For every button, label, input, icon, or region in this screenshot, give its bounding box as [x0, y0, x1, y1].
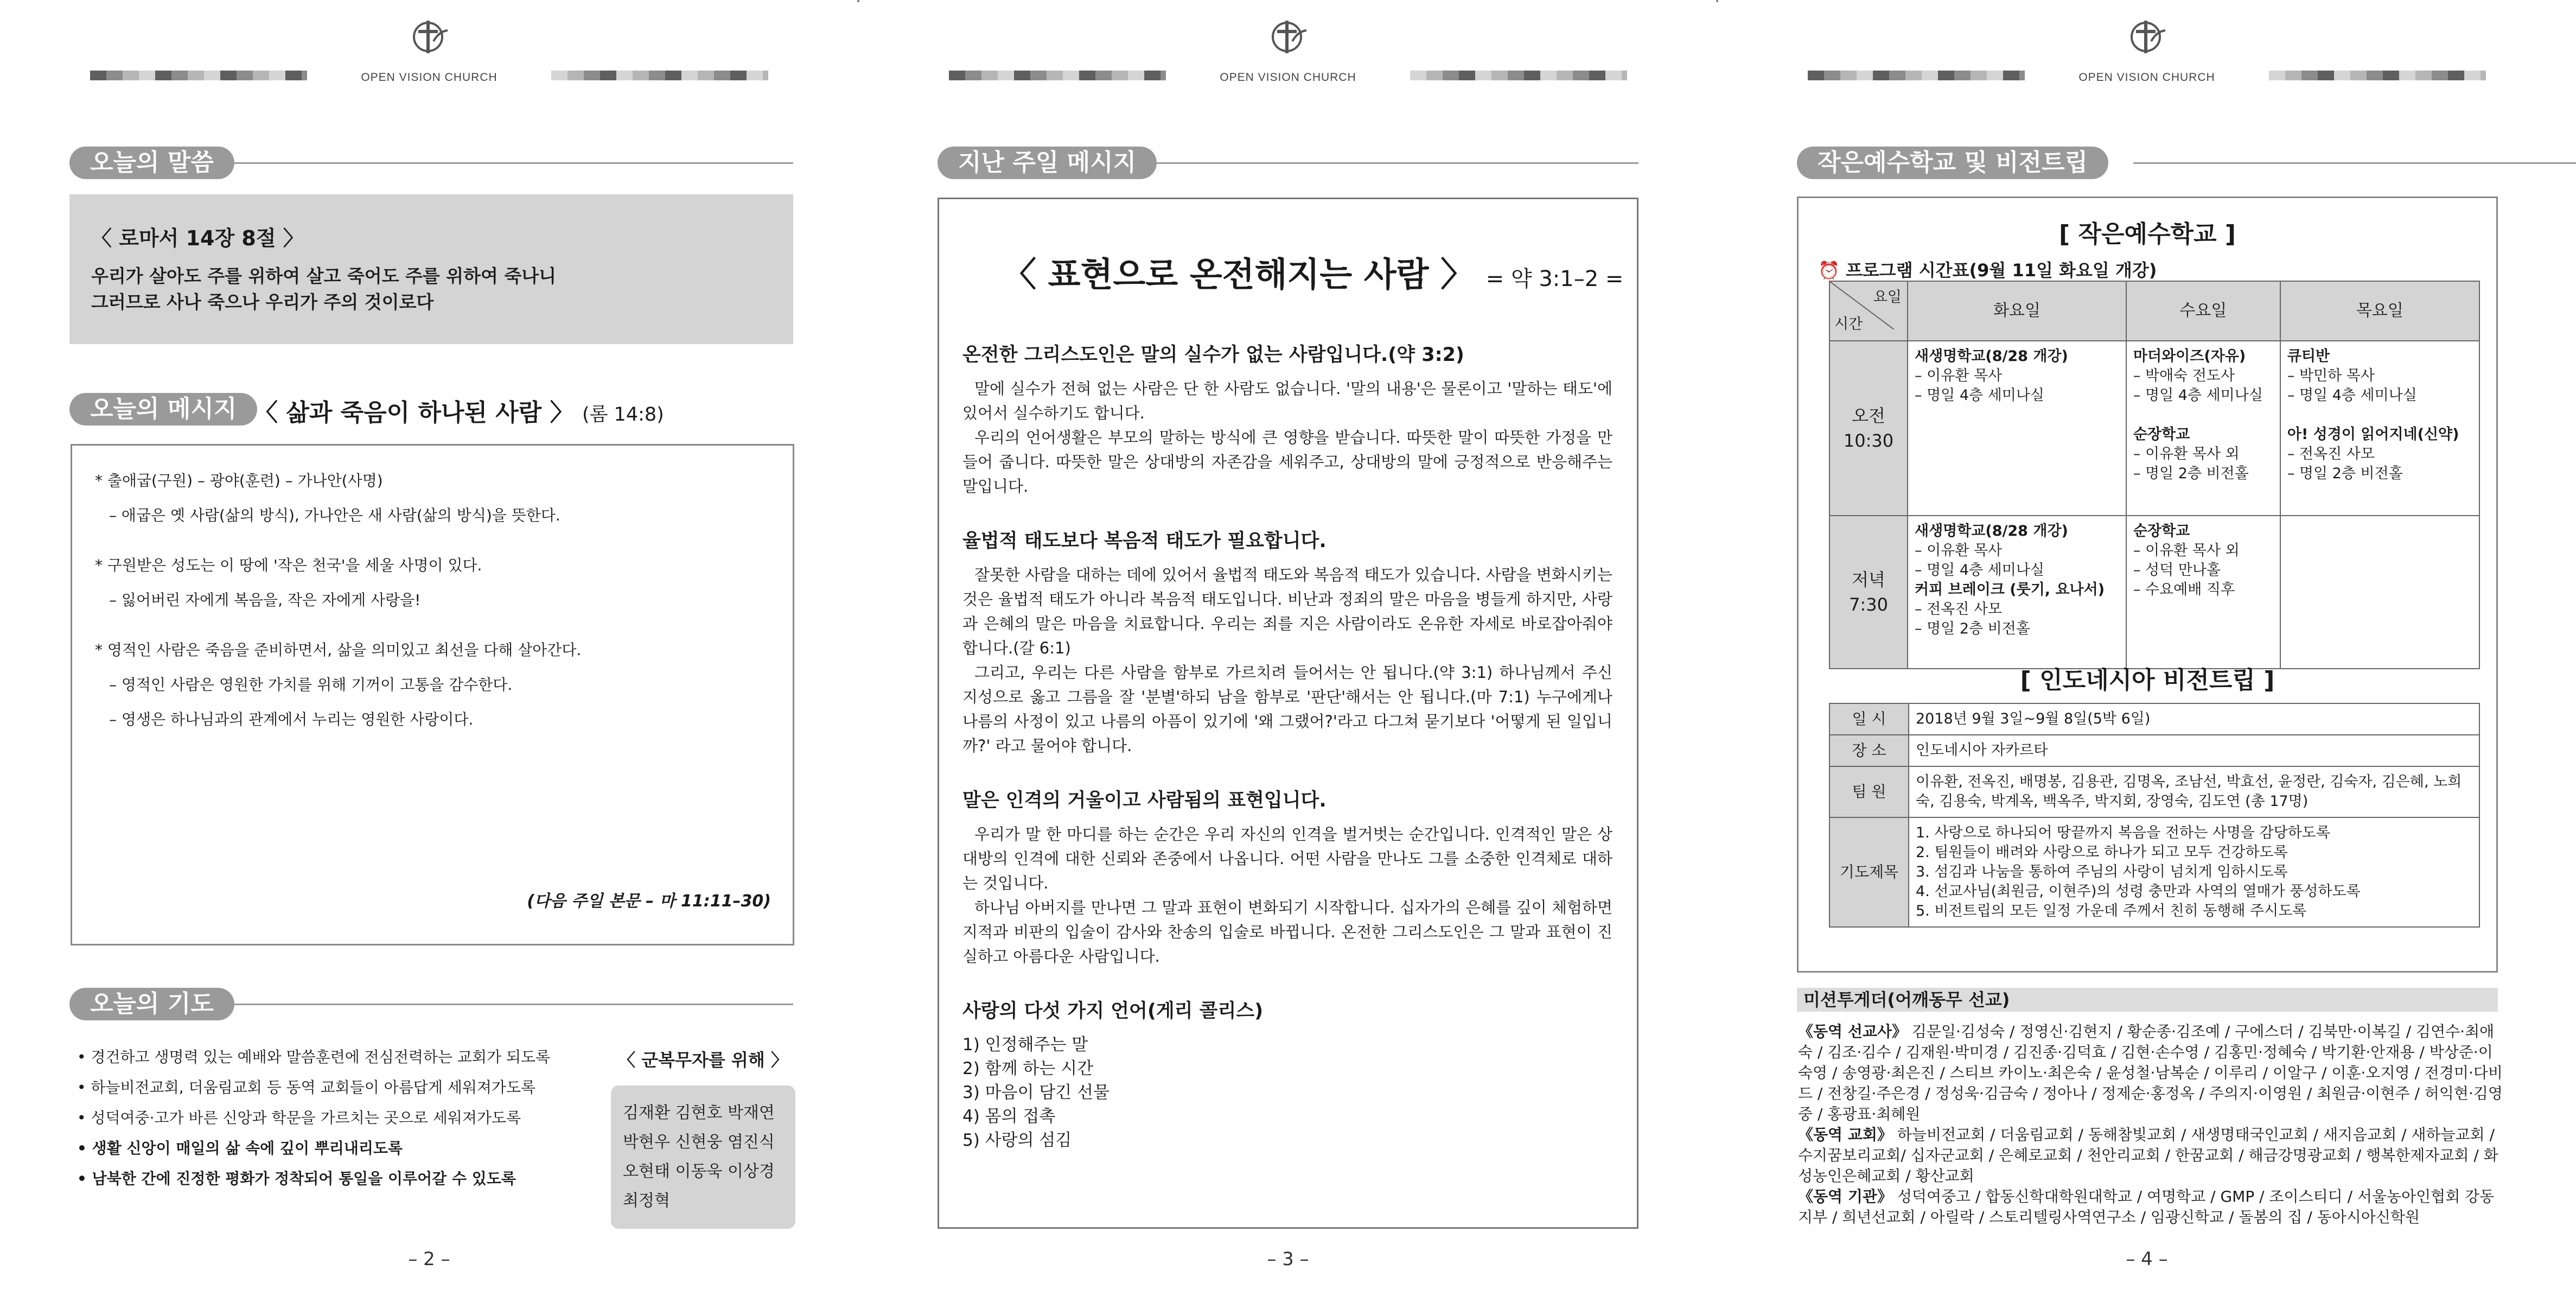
outline-subpoint-3b: – 영생은 하나님과의 관계에서 누리는 영원한 사랑이다. — [109, 710, 474, 728]
military-names-row: 오현태 이동욱 이상경 — [623, 1162, 775, 1181]
table-row — [1829, 817, 2479, 927]
outline-point-3: * 영적인 사람은 죽음을 준비하면서, 삶을 의미있고 최선을 다해 살아간다. — [95, 641, 582, 659]
sermon-paragraph: 우리의 언어생활은 부모의 말하는 방식에 큰 영향을 받습니다. 따뜻한 말이 따뜻한 가정을 만들어 줍니다. 따뜻한 말은 상대방의 자존감을 세워주고, 상대방의 말에 긍정적으로 반응해주는 말입니다. — [962, 428, 1612, 496]
list-item: 5) 사랑의 섬김 — [962, 1131, 1072, 1150]
time-label-pm: 저녁 7:30 — [1829, 516, 1908, 669]
program-name: 새생명학교(8/28 개강) — [1915, 523, 2068, 539]
list-item: 4) 몸의 접촉 — [962, 1107, 1056, 1126]
verse-reference: 〈 로마서 14장 8절 〉 — [91, 226, 304, 250]
page-4 — [1718, 0, 2576, 1295]
sermon-heading-1: 온전한 그리스도인은 말의 실수가 없는 사람입니다.(약 3:2) — [962, 344, 1464, 366]
message-title — [254, 393, 664, 428]
page-2 — [0, 0, 858, 1295]
page-number: – 2 – — [408, 1248, 450, 1270]
schedule-title — [1818, 257, 2157, 282]
partner-label: 《동역 선교사》 — [1798, 1023, 1907, 1040]
corner-time-label: 시간 — [1834, 316, 1863, 333]
section-message — [69, 393, 243, 426]
page-number: – 4 – — [2126, 1248, 2168, 1270]
prayer-item: • 생활 신앙이 매일의 삶 속에 깊이 뿌리내리도록 — [77, 1139, 403, 1157]
outline-subpoint-2: – 잃어버린 자에게 복음을, 작은 자에게 사랑을! — [109, 591, 421, 609]
church-logo-icon — [1265, 17, 1311, 55]
table-corner — [1829, 281, 1908, 341]
outline-point-1: * 출애굽(구원) – 광야(훈련) – 가나안(사명) — [95, 472, 383, 490]
military-title: 〈 군복무자를 위해 〉 — [618, 1050, 788, 1070]
church-name: OPEN VISION CHURCH — [1220, 71, 1356, 84]
church-name: OPEN VISION CHURCH — [2078, 71, 2215, 84]
header-bar-right — [1410, 71, 1627, 80]
trip-table — [1829, 703, 2480, 928]
partner-list: 김문일·김성숙 / 정영신·김현지 / 황순종·김조예 / 구에스더 / 김북만·이복길 / 김연수·최애숙 / 김조·김수 / 김재원·박미경 / 김진종·김덕효 / 김현·손수영 / 김홍민·정혜숙 / 박기환·안재용 / 박상준·이숙영 / 송영광·최은진 / 스티브 카이노·최은숙 / 윤성철·남복순 / 이루리 / 이알구 / 이훈·오지영 / 전경미·다비드 / 전창길·주은경 / 정성욱·김금숙 / 정아나 / 정제순·홍정옥 / 주의지·이영원 / 최원금·이현주 / 허익현·김영중 / 홍광표·최혜원 — [1798, 1023, 2503, 1123]
section-word-title: 오늘의 말씀 — [69, 147, 234, 179]
section-word — [69, 147, 793, 179]
table-row — [1829, 516, 2479, 669]
sermon-paragraph: 말에 실수가 전혀 없는 사람은 단 한 사람도 없습니다. '말의 내용'은 물론이고 '말하는 태도'에 있어서 실수하기도 합니다. — [962, 379, 1612, 422]
table-row — [1829, 703, 2479, 735]
outline-subpoint-3a: – 영적인 사람은 영원한 가치를 위해 기꺼이 고통을 감수한다. — [109, 676, 513, 694]
partner-label: 《동역 기관》 — [1798, 1188, 1892, 1205]
section-prayer-title: 오늘의 기도 — [69, 988, 234, 1020]
love-languages-list — [962, 1033, 1612, 1152]
sermon-heading-4: 사랑의 다섯 가지 언어(게리 콜리스) — [962, 1000, 1264, 1022]
page-3 — [859, 0, 1717, 1295]
military-names-row: 최정혁 — [623, 1191, 670, 1210]
trip-key: 장 소 — [1829, 735, 1909, 766]
prayer-list — [77, 1042, 620, 1194]
trip-key: 기도제목 — [1829, 817, 1909, 927]
partner-list: 성덕여중고 / 합동신학대학원대학교 / 여명학교 / GMP / 조이스티디 / 서울농아인협회 강동지부 / 희년선교회 / 아릴락 / 스토리텔링사역연구소 / 임광신학교 / 돌봄의 집 / 동아시아신학원 — [1798, 1188, 2495, 1226]
verse-box — [69, 194, 793, 344]
sermon-title-text: 〈 표현으로 온전해지는 사람 〉 — [1003, 255, 1475, 294]
trip-prayer-list: 1. 사랑으로 하나되어 땅끝까지 복음을 전하는 사명을 감당하도록 2. 팀원들이 배려와 사랑으로 하나가 되고 모두 건강하도록 3. 섬김과 나눔을 통하여 주님의 사랑이 넘치게 임하시도록 4. 선교사님(최원금, 이현주)의 성령 충만과 사역의 열매가 풍성하도록 5. 비전트립의 모든 일정 가운데 주께서 친히 동행해 주시도록 — [1909, 817, 2479, 927]
schedule-cell: 큐티반 – 박민하 목사 – 명일 4층 세미나실 아! 성경이 읽어지네(신약) – 전옥진 사모 – 명일 2층 비전홀 — [2280, 341, 2479, 516]
church-logo-icon — [406, 17, 452, 55]
military-names-row: 김재환 김현호 박재연 — [623, 1103, 775, 1122]
schedule-cell: 순장학교 – 이유환 목사 외 – 성덕 만나홀 – 수요예배 직후 — [2126, 516, 2280, 669]
military-names-box — [611, 1085, 795, 1229]
section-last-sermon-title: 지난 주일 메시지 — [938, 147, 1157, 179]
day-header: 수요일 — [2126, 281, 2280, 341]
schedule-cell-empty — [2280, 516, 2479, 669]
sermon-paragraph: 그리고, 우리는 다른 사람을 함부로 가르치려 들어서는 안 됩니다.(약 3:1) 하나님께서 주신 지성으로 옳고 그름을 잘 '분별'하되 남을 함부로 '판단'해서는 안 됩니다.(마 7:1) 누구에게나 나름의 사정이 있고 나름의 아픔이 있기에 '왜 그랬어?'라고 다그쳐 묻기보다 '어떻게 된 일입니까?' 라고 물어야 합니다. — [962, 663, 1612, 755]
page-header — [859, 16, 1717, 84]
message-title-text: 〈 삶과 죽음이 하나된 사람 〉 — [254, 399, 574, 427]
page-number: – 3 – — [1267, 1248, 1309, 1270]
section-last-sermon — [938, 147, 1638, 179]
sermon-reference: = 약 3:1–2 = — [1485, 266, 1624, 291]
prayer-item: • 경건하고 생명력 있는 예배와 말씀훈련에 전심전력하는 교회가 되도록 — [77, 1048, 551, 1066]
next-sunday-text: (다음 주일 본문 – 마 11:11–30) — [527, 892, 771, 911]
schedule-title-text: 프로그램 시간표(9월 11일 화요일 개강) — [1845, 260, 2157, 281]
page-header — [1718, 16, 2576, 84]
trip-key: 팀 원 — [1829, 766, 1909, 817]
school-trip-frame — [1797, 196, 2498, 973]
partner-list: 하늘비전교회 / 더움림교회 / 동해참빛교회 / 새생명태국인교회 / 새지음교회 / 새하늘교회 / 수지꿈보리교회/ 십자군교회 / 은혜로교회 / 천안리교회 / 한꿈교회 / 해금강명광교회 / 행복한제자교회 / 화성농인은혜교회 / 황산교회 — [1798, 1126, 2498, 1185]
mission-title: 미션투게더(어깨동무 선교) — [1803, 989, 2010, 1010]
day-header: 화요일 — [1908, 281, 2126, 341]
time-label-am: 오전 10:30 — [1829, 341, 1908, 516]
section-school-trip — [1797, 147, 2576, 179]
sermon-body — [962, 340, 1612, 1152]
alarm-clock-icon: ⏰ — [1818, 260, 1840, 281]
mission-partners — [1798, 1021, 2503, 1228]
program-name: 커피 브레이크 (룻기, 요나서) — [1915, 581, 2105, 598]
sermon-heading-2: 율법적 태도보다 복음적 태도가 필요합니다. — [962, 530, 1327, 552]
table-row — [1829, 735, 2479, 766]
church-name: OPEN VISION CHURCH — [361, 71, 498, 84]
table-row — [1829, 766, 2479, 817]
military-names-row: 박현우 신현웅 염진식 — [623, 1133, 775, 1152]
section-school-trip-title: 작은예수학교 및 비전트립 — [1797, 147, 2108, 179]
table-row — [1829, 341, 2479, 516]
list-item: 2) 함께 하는 시간 — [962, 1059, 1094, 1078]
military-prayer — [611, 1046, 795, 1229]
list-item: 1) 인정해주는 말 — [962, 1035, 1088, 1055]
schedule-cell: 마더와이즈(자유) – 박애숙 전도사 – 명일 4층 세미나실 순장학교 – 이유환 목사 외 – 명일 2층 비전홀 — [2126, 341, 2280, 516]
sermon-paragraph: 하나님 아버지를 만나면 그 말과 표현이 변화되기 시작합니다. 십자가의 은혜를 깊이 체험하면 지적과 비판의 입술이 감사와 찬송의 입술로 바뀝니다. 온전한 그리스도인은 그 말과 표현이 진실하고 아름다운 사람입니다. — [962, 898, 1612, 966]
prayer-item: • 하늘비전교회, 더움림교회 등 동역 교회들이 아름답게 세워져가도록 — [77, 1078, 536, 1096]
prayer-item: • 성덕여중·고가 바른 신앙과 학문을 가르치는 곳으로 세워져가도록 — [77, 1109, 521, 1127]
trip-key: 일 시 — [1829, 703, 1909, 735]
sermon-paragraph: 잘못한 사람을 대하는 데에 있어서 율법적 태도와 복음적 태도가 있습니다. 사람을 변화시키는 것은 율법적 태도가 아니라 복음적 태도입니다. 비난과 정죄의 말은 마음을 병들게 하지만, 사랑과 은혜의 말은 마음을 치료합니다. 우리는 죄를 지은 사람이라도 온유한 자세로 바로잡아줘야 합니다.(갈 6:1) — [962, 566, 1612, 657]
trip-value: 인도네시아 자카르타 — [1909, 735, 2479, 766]
school-title: [ 작은예수학교 ] — [2059, 220, 2236, 248]
verse-line-1: 우리가 살아도 주를 위하여 살고 죽어도 주를 위하여 죽나니 — [91, 265, 556, 287]
section-prayer — [69, 988, 793, 1020]
section-message-title: 오늘의 메시지 — [69, 393, 257, 426]
program-name: 순장학교 — [2133, 426, 2190, 443]
program-name: 아! 성경이 읽어지네(신약) — [2287, 426, 2459, 443]
table-header-row — [1829, 281, 2479, 341]
day-header: 목요일 — [2280, 281, 2479, 341]
mission-title-bar — [1797, 988, 2498, 1012]
sermon-paragraph: 우리가 말 한 마디를 하는 순간은 우리 자신의 인격을 벌거벗는 순간입니다. 인격적인 말은 상대방의 인격에 대한 신뢰와 존중에서 나옵니다. 어떤 사람을 만나도 그를 소중한 인격체로 대하는 것입니다. — [962, 825, 1612, 892]
verse-line-2: 그러므로 사나 죽으나 우리가 주의 것이로다 — [91, 291, 434, 313]
sermon-heading-3: 말은 인격의 거울이고 사람됨의 표현입니다. — [962, 790, 1327, 811]
schedule-table — [1829, 281, 2480, 669]
outline-point-2: * 구원받은 성도는 이 땅에 '작은 천국'을 세울 사명이 있다. — [95, 556, 482, 574]
program-name: 큐티반 — [2287, 348, 2330, 365]
trip-title: [ 인도네시아 비전트립 ] — [2020, 666, 2275, 694]
schedule-cell: 새생명학교(8/28 개강) – 이유환 목사 – 명일 4층 세미나실 — [1908, 341, 2126, 516]
list-item: 3) 마음이 담긴 선물 — [962, 1083, 1110, 1102]
outline-subpoint-1: – 애굽은 옛 사람(삶의 방식), 가나안은 새 사람(삶의 방식)을 뜻한다. — [109, 506, 560, 524]
partner-label: 《동역 교회》 — [1798, 1126, 1892, 1144]
program-name: 새생명학교(8/28 개강) — [1915, 348, 2068, 365]
corner-day-label: 요일 — [1873, 289, 1902, 306]
prayer-item: • 남북한 간에 진정한 평화가 정착되어 통일을 이루어갈 수 있도록 — [77, 1170, 516, 1188]
page-header — [0, 16, 858, 84]
trip-value: 이유환, 전옥진, 배명봉, 김용관, 김명옥, 조남선, 박효선, 윤정란, 김숙자, 김은혜, 노희숙, 김용숙, 박계옥, 백옥주, 박지회, 장영숙, 김도연 (총 17명) — [1909, 766, 2479, 817]
message-outline-box — [71, 444, 794, 945]
schedule-cell: 새생명학교(8/28 개강) – 이유환 목사 – 명일 4층 세미나실 커피 브레이크 (룻기, 요나서) – 전옥진 사모 – 명일 2층 비전홀 — [1908, 516, 2126, 669]
message-reference: (롬 14:8) — [582, 404, 664, 426]
header-bar-right — [551, 71, 768, 80]
header-bar-right — [2269, 71, 2486, 80]
sermon-title — [1003, 247, 1623, 296]
program-name: 마더와이즈(자유) — [2133, 348, 2246, 365]
church-logo-icon — [2124, 17, 2170, 55]
trip-value: 2018년 9월 3일~9월 8일(5박 6일) — [1909, 703, 2479, 735]
program-name: 순장학교 — [2133, 523, 2190, 539]
